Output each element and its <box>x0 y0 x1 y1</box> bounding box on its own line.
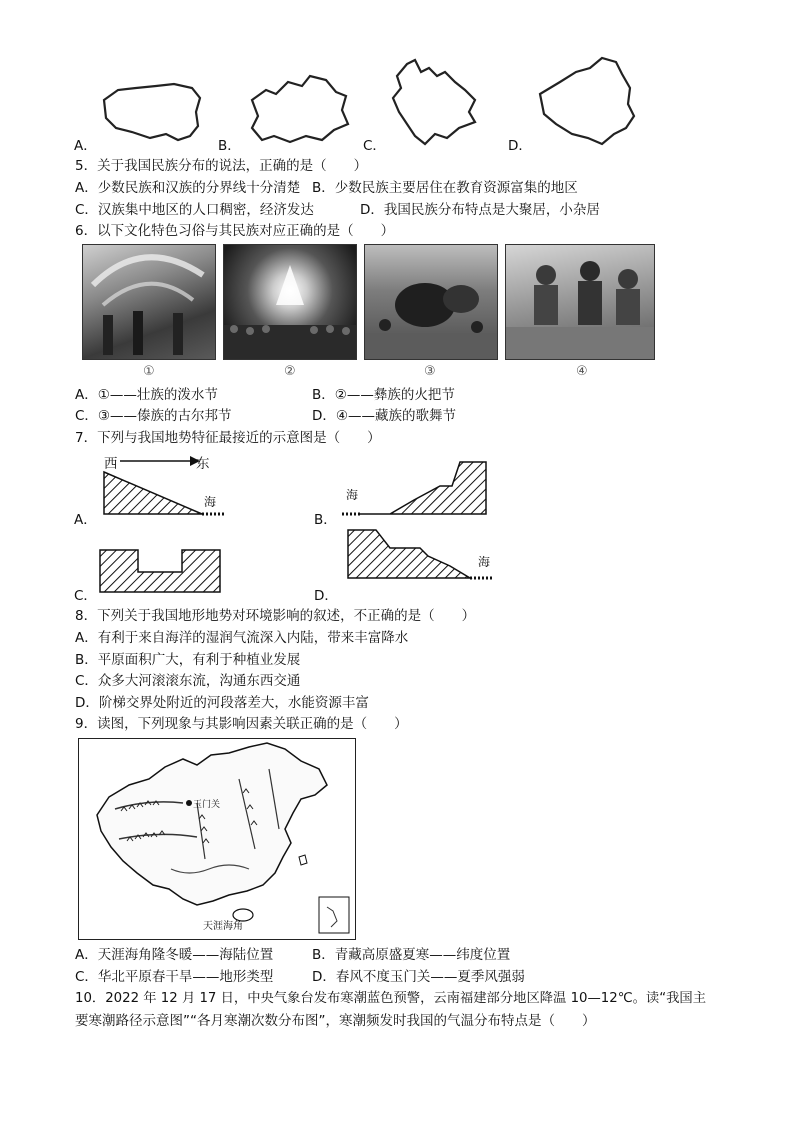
q8-option-a: A．有利于来自海洋的湿润气流深入内陆，带来丰富降水 <box>75 630 409 646</box>
q7-label-d: D． <box>314 588 338 604</box>
q4-label-d: D． <box>508 138 532 154</box>
festival-photo-1 <box>82 244 216 360</box>
q8-option-c: C．众多大河滚滚东流，沟通东西交通 <box>75 673 301 689</box>
q7-label-b: B． <box>314 512 337 528</box>
terrain-profile-d <box>346 528 496 584</box>
q5-option-d: D．我国民族分布特点是大聚居，小杂居 <box>360 202 600 218</box>
q6-stem: 6．以下文化特色习俗与其民族对应正确的是（ ） <box>75 223 395 239</box>
q7-stem: 7．下列与我国地势特征最接近的示意图是（ ） <box>75 430 381 446</box>
q6-option-b: B．②——彝族的火把节 <box>312 387 455 403</box>
q10-line-2: 要寒潮路径示意图”“各月寒潮次数分布图”，寒潮频发时我国的气温分布特点是（ ） <box>75 1013 596 1029</box>
q7-label-a: A． <box>74 512 97 528</box>
east-label: 东 <box>196 456 210 472</box>
festival-photo-3 <box>364 244 498 360</box>
q5-stem: 5．关于我国民族分布的说法，正确的是（ ） <box>75 158 368 174</box>
sea-label-d: 海 <box>478 555 491 569</box>
province-outline-b <box>240 70 355 148</box>
festival-photo-2 <box>223 244 357 360</box>
terrain-profile-c <box>98 548 224 594</box>
q4-label-c: C． <box>363 138 386 154</box>
q5-option-b: B．少数民族主要居住在教育资源富集的地区 <box>312 180 578 196</box>
q9-option-c: C．华北平原春干旱——地形类型 <box>75 969 274 985</box>
china-outline <box>79 739 355 939</box>
q8-stem: 8．下列关于我国地形地势对环境影响的叙述，不正确的是（ ） <box>75 608 476 624</box>
q4-label-a: A． <box>74 138 97 154</box>
q9-stem: 9．读图，下列现象与其影响因素关联正确的是（ ） <box>75 716 408 732</box>
photo-caption-2: ② <box>284 364 296 379</box>
q7-label-c: C． <box>74 588 97 604</box>
q9-option-b: B．青藏高原盛夏寒——纬度位置 <box>312 947 511 963</box>
photo-caption-4: ④ <box>576 364 588 379</box>
q8-option-d: D．阶梯交界处附近的河段落差大，水能资源丰富 <box>75 695 369 711</box>
q5-option-a: A．少数民族和汉族的分界线十分清楚 <box>75 180 301 196</box>
photo-caption-3: ③ <box>424 364 436 379</box>
sea-label-b: 海 <box>346 488 359 502</box>
q10-line-1: 10．2022 年 12 月 17 日，中央气象台发布寒潮蓝色预警，云南福建部分地区降温 10—12℃。读“我国主 <box>75 991 707 1006</box>
map-label-yumen: 玉门关 <box>193 800 221 810</box>
province-outline-d <box>530 54 640 148</box>
q6-option-a: A．①——壮族的泼水节 <box>75 387 218 403</box>
festival-photo-4 <box>505 244 655 360</box>
west-east-arrow <box>120 454 200 468</box>
q6-option-c: C．③——傣族的古尔邦节 <box>75 408 232 424</box>
china-map <box>78 738 356 940</box>
q5-option-c: C．汉族集中地区的人口稠密，经济发达 <box>75 202 314 218</box>
q4-label-b: B． <box>218 138 241 154</box>
province-outline-c <box>385 54 485 150</box>
map-label-tianya: 天涯海角 <box>203 921 243 932</box>
q6-option-d: D．④——藏族的歌舞节 <box>312 408 456 424</box>
q9-option-a: A．天涯海角隆冬暖——海陆位置 <box>75 947 274 963</box>
province-outline-a <box>96 78 206 150</box>
terrain-profile-b <box>340 456 490 518</box>
photo-caption-1: ① <box>143 364 155 379</box>
q9-option-d: D．春风不度玉门关——夏季风强弱 <box>312 969 525 985</box>
sea-label-a: 海 <box>204 495 217 509</box>
west-label: 西 <box>104 456 118 472</box>
q8-option-b: B．平原面积广大，有利于种植业发展 <box>75 652 301 668</box>
